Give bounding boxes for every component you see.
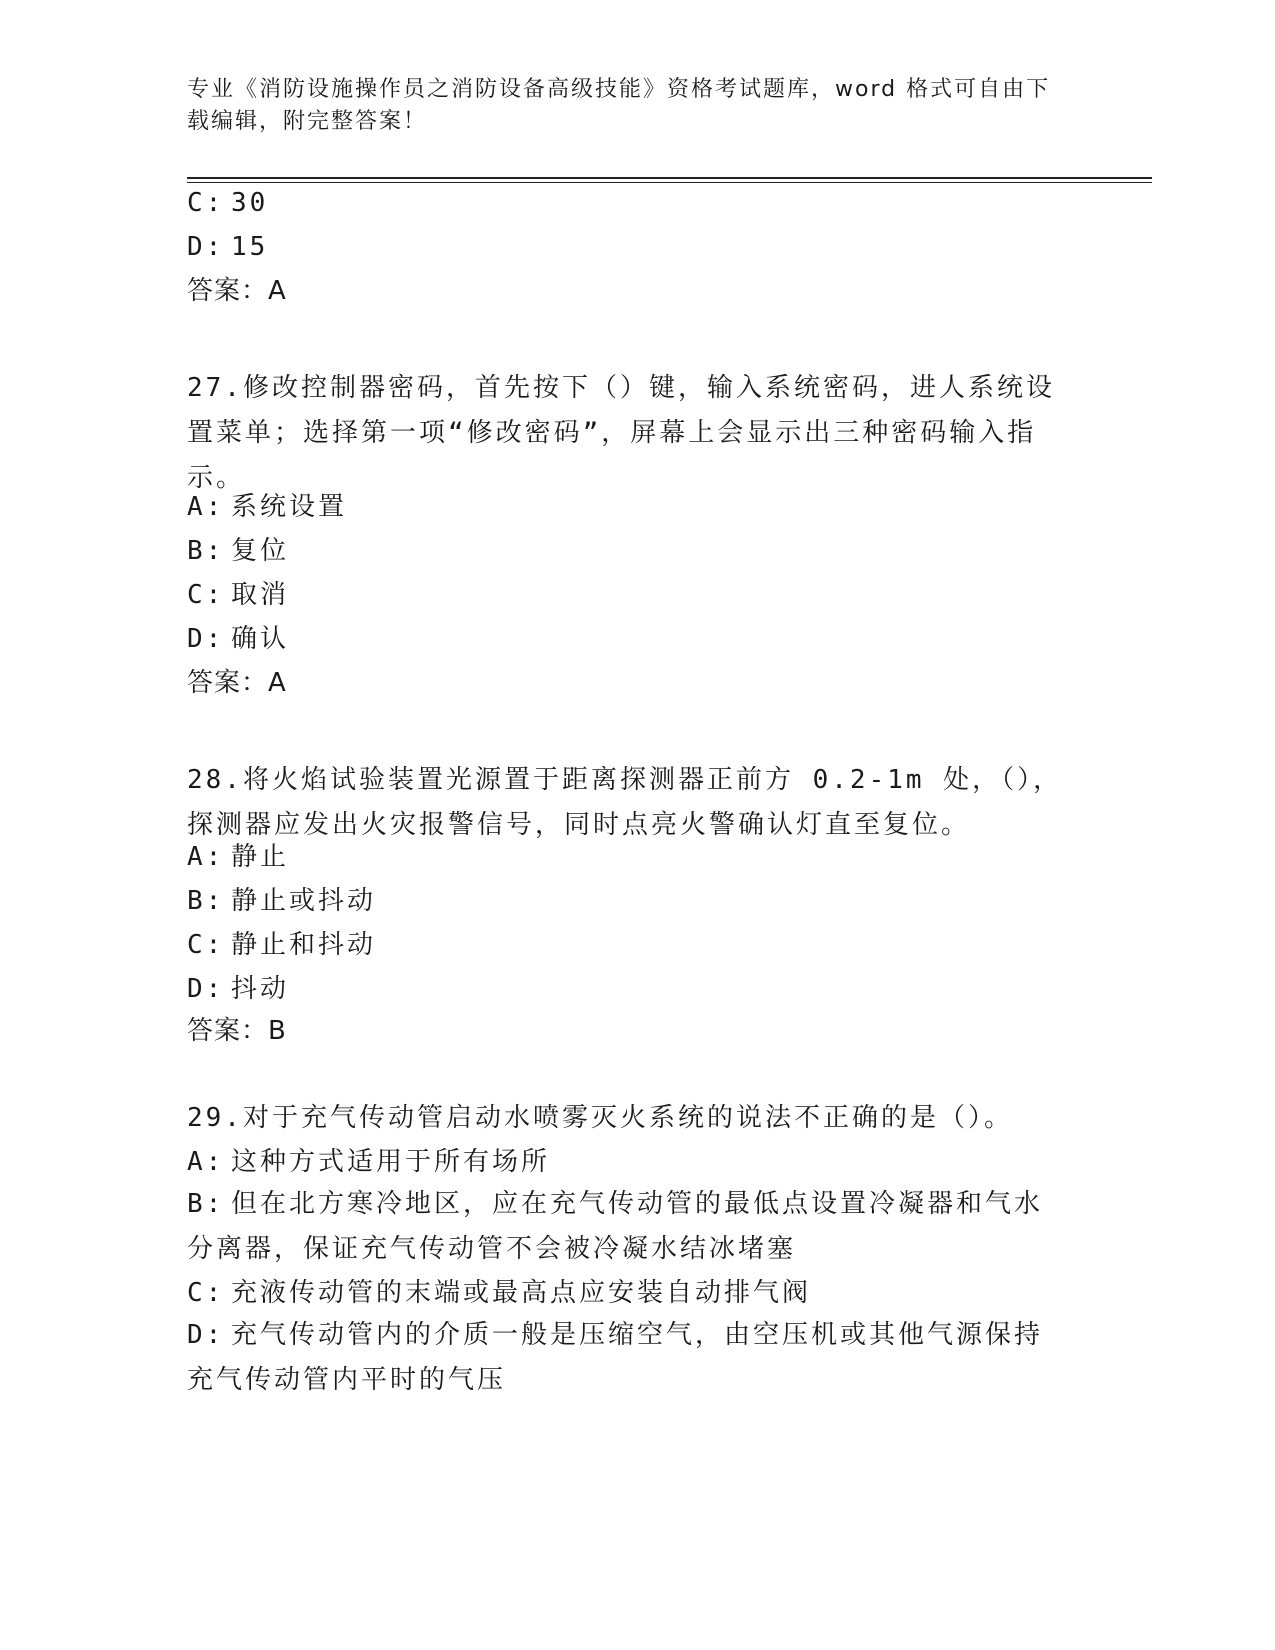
answer-line: 答案：A bbox=[187, 276, 287, 306]
option-label: B: bbox=[187, 536, 225, 566]
option-text: 充液传动管的末端或最高点应安装自动排气阀 bbox=[231, 1278, 812, 1308]
header-line-2: 载编辑，附完整答案！ bbox=[187, 109, 428, 134]
page-header bbox=[187, 74, 1067, 138]
option-c bbox=[187, 930, 376, 960]
header-divider-thin bbox=[187, 182, 1152, 183]
option-text: 静止或抖动 bbox=[231, 886, 377, 916]
option-c bbox=[187, 580, 289, 610]
option-text: 这种方式适用于所有场所 bbox=[231, 1147, 551, 1177]
option-d bbox=[187, 232, 268, 262]
question-29-text: 29.对于充气传动管启动水喷雾灭火系统的说法不正确的是（）。 bbox=[187, 1103, 1013, 1133]
header-line-1: 专业《消防设施操作员之消防设备高级技能》资格考试题库，word 格式可自由下 bbox=[187, 77, 1051, 102]
option-text: 确认 bbox=[231, 624, 290, 654]
option-d bbox=[187, 624, 289, 654]
option-label: D: bbox=[187, 232, 225, 262]
option-text: 复位 bbox=[231, 536, 290, 566]
option-label: D: bbox=[187, 974, 225, 1004]
header-divider-thick bbox=[187, 177, 1152, 179]
option-label: A: bbox=[187, 842, 225, 872]
option-label: A: bbox=[187, 492, 225, 522]
answer-line: 答案：B bbox=[187, 1016, 287, 1046]
option-c bbox=[187, 188, 268, 218]
option-text: 充气传动管内的介质一般是压缩空气，由空压机或其他气源保持充气传动管内平时的气压 bbox=[187, 1320, 1044, 1395]
option-text: 但在北方寒冷地区，应在充气传动管的最低点设置冷凝器和气水分离器，保证充气传动管不会被冷凝水结冰堵塞 bbox=[187, 1189, 1044, 1264]
option-b bbox=[187, 886, 376, 916]
option-label: C: bbox=[187, 1278, 225, 1308]
option-text: 静止和抖动 bbox=[231, 930, 377, 960]
option-b bbox=[187, 1182, 1067, 1272]
question-28-text: 28.将火焰试验装置光源置于距离探测器正前方 0.2-1m 处，（），探测器应发出火灾报警信号，同时点亮火警确认灯直至复位。 bbox=[187, 765, 1063, 840]
option-a bbox=[187, 842, 289, 872]
option-label: C: bbox=[187, 580, 225, 610]
option-text: 30 bbox=[231, 188, 269, 218]
option-label: B: bbox=[187, 886, 225, 916]
option-label: C: bbox=[187, 188, 225, 218]
option-label: C: bbox=[187, 930, 225, 960]
option-c bbox=[187, 1278, 811, 1308]
option-a bbox=[187, 1147, 550, 1177]
question-27-text: 27.修改控制器密码，首先按下（）键，输入系统密码，进人系统设置菜单；选择第一项“修改密码”，屏幕上会显示出三种密码输入指示。 bbox=[187, 373, 1055, 493]
option-d bbox=[187, 974, 289, 1004]
option-b bbox=[187, 536, 289, 566]
option-label: A: bbox=[187, 1147, 225, 1177]
option-a bbox=[187, 492, 347, 522]
option-text: 抖动 bbox=[231, 974, 290, 1004]
option-label: B: bbox=[187, 1189, 225, 1219]
option-text: 静止 bbox=[231, 842, 290, 872]
option-text: 15 bbox=[231, 232, 269, 262]
option-label: D: bbox=[187, 1320, 225, 1350]
option-label: D: bbox=[187, 624, 225, 654]
option-text: 系统设置 bbox=[231, 492, 348, 522]
option-text: 取消 bbox=[231, 580, 290, 610]
option-d bbox=[187, 1313, 1067, 1403]
answer-line: 答案：A bbox=[187, 668, 287, 698]
